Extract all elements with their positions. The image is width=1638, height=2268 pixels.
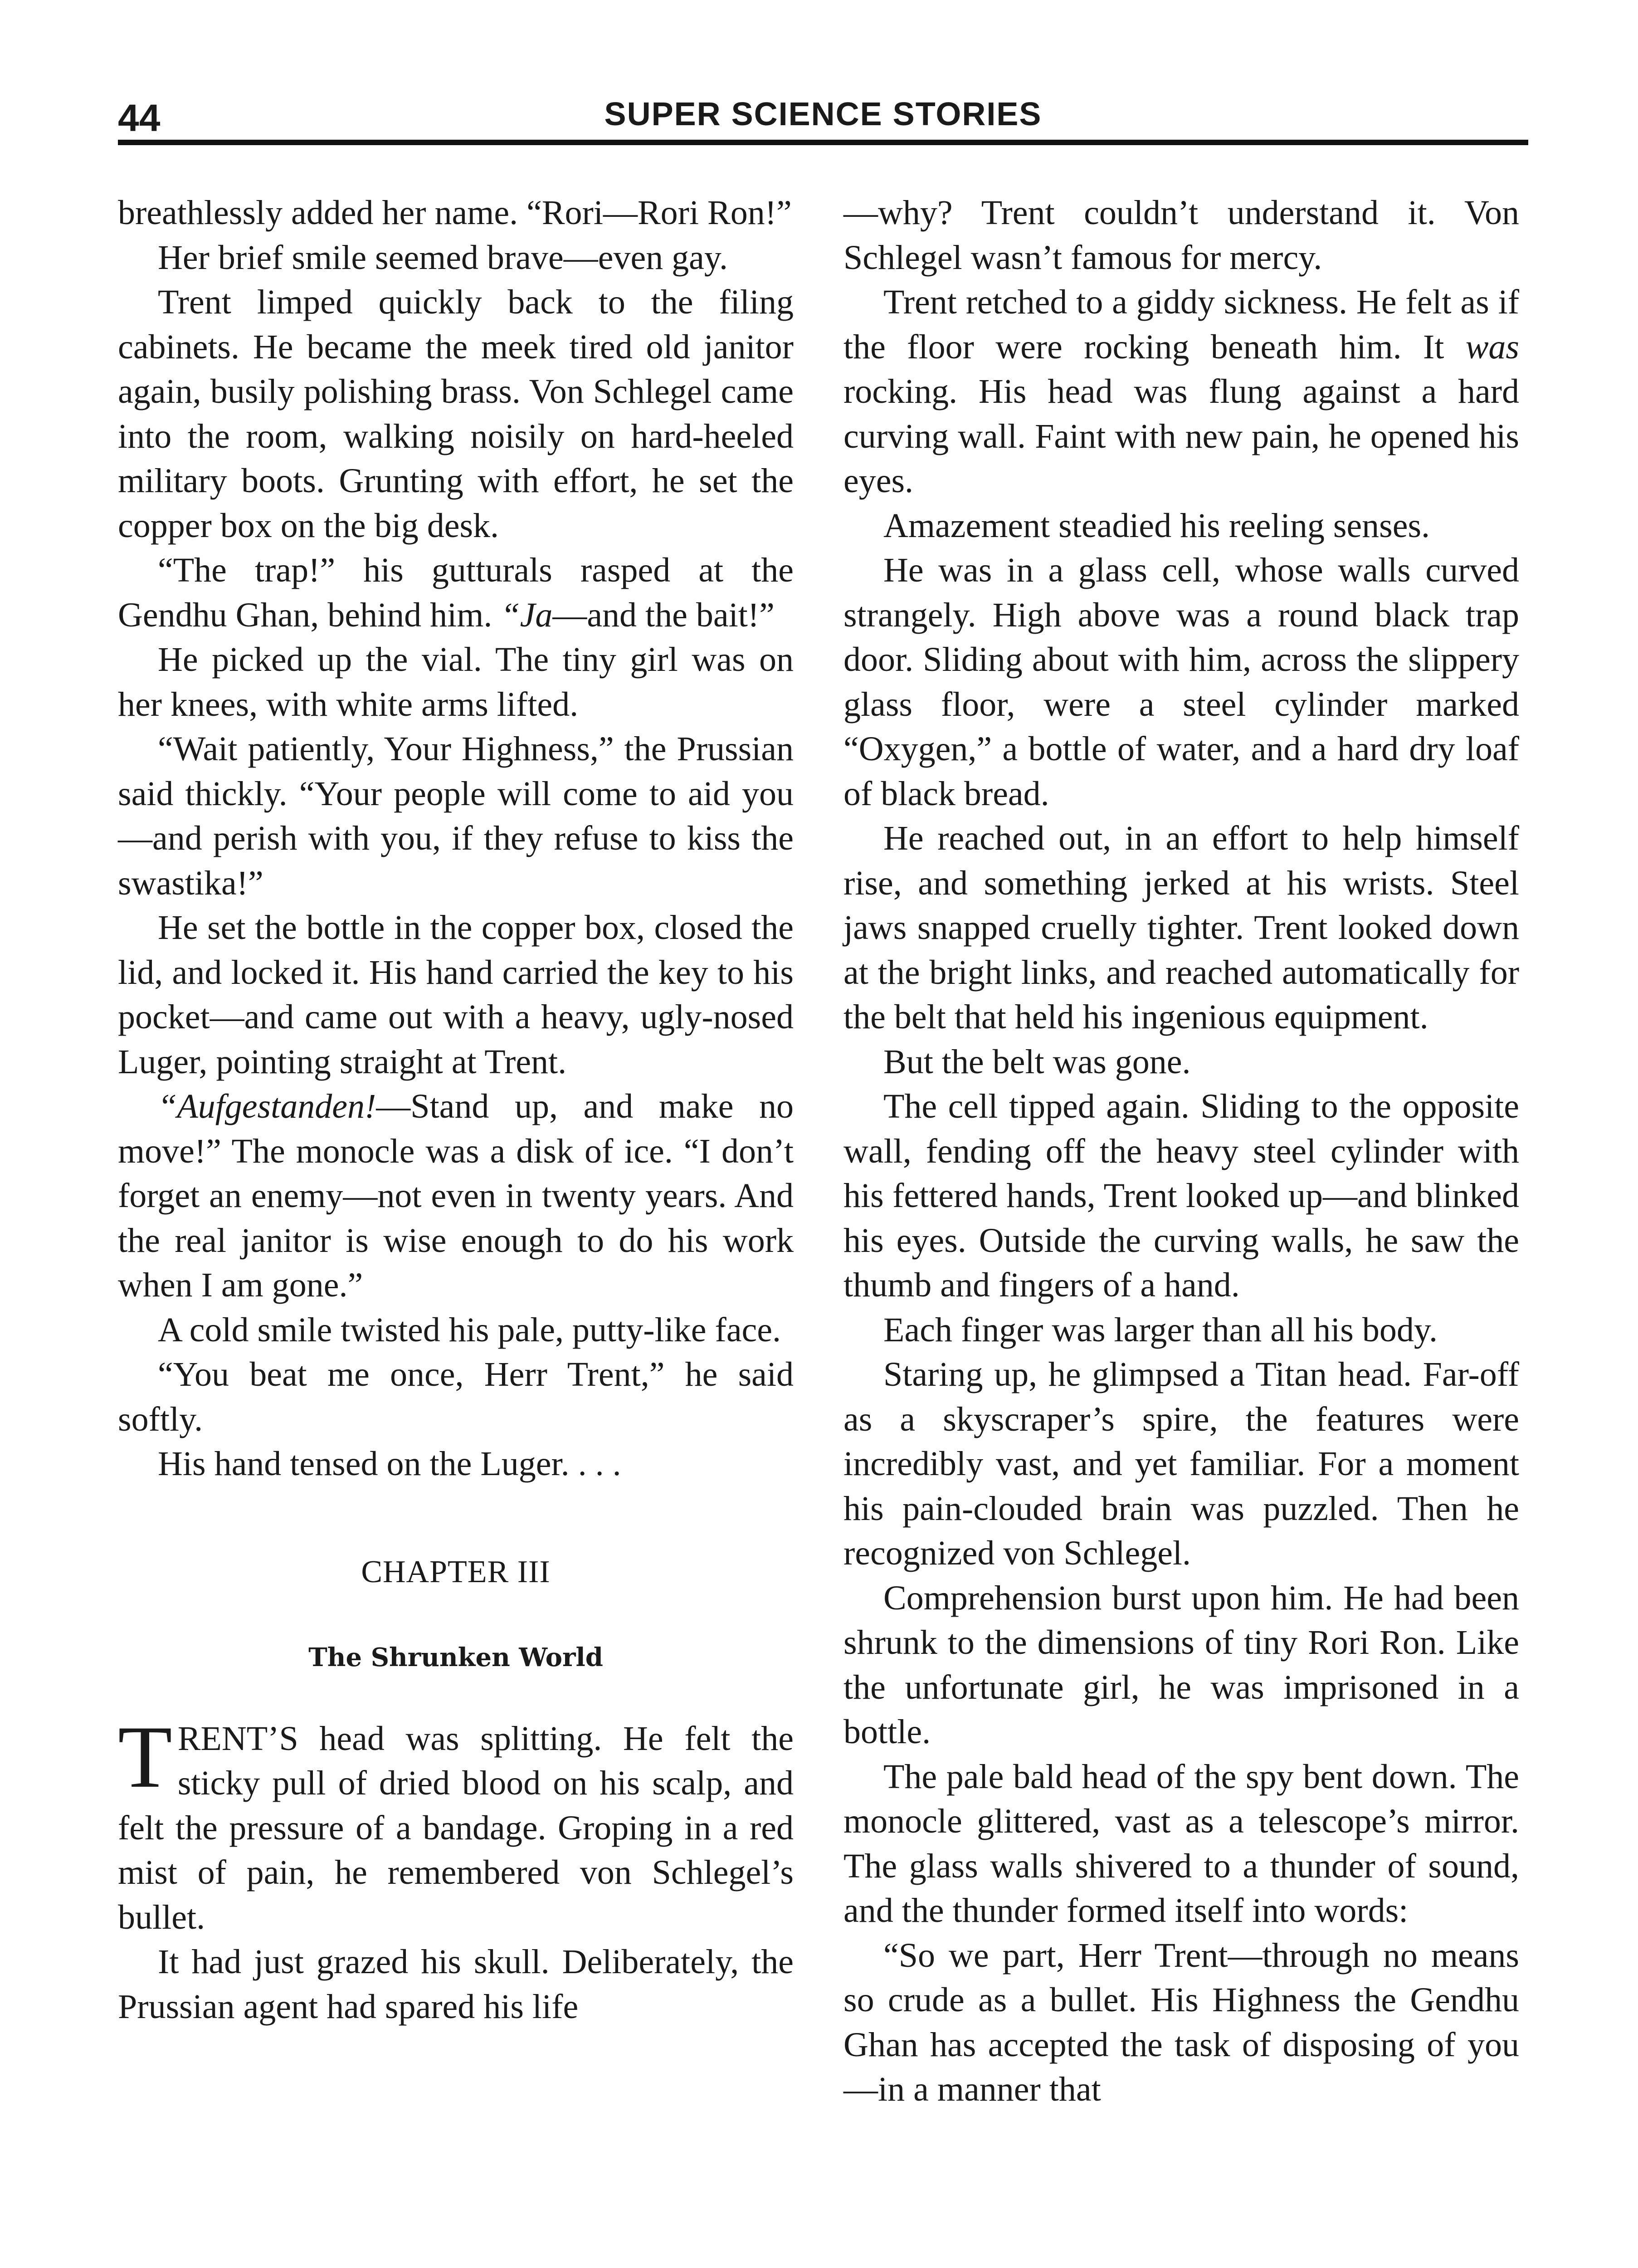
text-run: Trent retched to a giddy sickness. He felt as if the floor were rocking beneath him. It: [843, 283, 1519, 366]
paragraph: A cold smile twisted his pale, putty-like face.: [158, 1310, 781, 1349]
chapter-subtitle: The Shrunken World: [308, 1642, 603, 1672]
paragraph: The cell tipped again. Sliding to the opposite wall, fending off the heavy steel cylinder with his fettered hands, Trent looked up—and blinked his eyes. Outside the curving walls, he saw the thumb and fingers of a hand.: [843, 1087, 1519, 1304]
paragraph: Amazement steadied his reeling senses.: [883, 506, 1430, 545]
text-run: —and the bait!”: [552, 596, 775, 634]
paragraph: “So we part, Herr Trent—through no means so crude as a bullet. His Highness the Gendhu Ghan has accepted the task of disposing of you—in a manner that: [843, 1936, 1519, 2108]
paragraph: Comprehension burst upon him. He had been shrunk to the dimensions of tiny Rori Ron. Like the unfortunate girl, he was imprisoned in a bottle.: [843, 1579, 1519, 1751]
italic-text: “Ja: [501, 596, 553, 634]
left-column: [118, 191, 794, 2029]
paragraph: —why? Trent couldn’t understand it. Von Schlegel wasn’t famous for mercy.: [843, 194, 1519, 277]
paragraph: Her brief smile seemed brave—even gay.: [158, 238, 728, 277]
text-run: “The trap!” his gutturals rasped at the Gendhu Ghan, behind him.: [118, 551, 794, 634]
chapter-title: CHAPTER III: [361, 1554, 551, 1589]
italic-text: was: [1465, 327, 1519, 366]
paragraph: [118, 1084, 794, 1308]
right-column: [843, 191, 1519, 2112]
header-rule: [118, 140, 1528, 145]
text-run: rocking. His head was flung against a hard curving wall. Faint with new pain, he opened his eyes.: [843, 372, 1519, 500]
paragraph: The pale bald head of the spy bent down. The monocle glittered, vast as a telescope’s mirror. The glass walls shivered to a thunder of sound, and the thunder formed itself into words:: [843, 1757, 1519, 1930]
paragraph: He was in a glass cell, whose walls curved strangely. High above was a round black trap door. Sliding about with him, across the slippery glass floor, were a steel cylinder marked “Oxygen,” a bottle of water, and a hard dry loaf of black bread.: [843, 551, 1519, 813]
paragraph: [118, 1707, 794, 1940]
text-run: RENT’S head was splitting. He felt the sticky pull of dried blood on his scalp, and felt the pressure of a bandage. Groping in a red mist of pain, he remembered von Schlegel’s bullet.: [118, 1719, 794, 1936]
paragraph: His hand tensed on the Luger. . . .: [158, 1445, 621, 1483]
paragraph: “You beat me once, Herr Trent,” he said softly.: [118, 1355, 794, 1438]
text-run: —Stand up, and make no move!” The monocle was a disk of ice. “I don’t forget an enemy—not even in twenty years. And the real janitor is wise enough to do his work when I am gone.”: [118, 1087, 794, 1304]
drop-cap: T: [118, 1707, 172, 1806]
paragraph: Each finger was larger than all his body.: [883, 1310, 1438, 1349]
paragraph: breathlessly added her name. “Rori—Rori Ron!”: [118, 194, 792, 232]
paragraph: He reached out, in an effort to help himself rise, and something jerked at his wrists. Steel jaws snapped cruelly tighter. Trent looked down at the bright links, and reached automatically for the belt that held his ingenious equipment.: [843, 819, 1519, 1036]
paragraph: “Wait patiently, Your Highness,” the Prussian said thickly. “Your people will come to aid you—and perish with you, if they refuse to kiss the swastika!”: [118, 730, 794, 902]
page-number: 44: [118, 97, 161, 139]
page-header: [118, 86, 1528, 145]
paragraph: Staring up, he glimpsed a Titan head. Far-off as a skyscraper’s spire, the features were incredibly vast, and yet familiar. For a moment his pain-clouded brain was puzzled. Then he recognized von Schlegel.: [843, 1355, 1519, 1572]
paragraph: [118, 548, 794, 637]
paragraph: Trent limped quickly back to the filing cabinets. He became the meek tired old janitor again, busily polishing brass. Von Schlegel came into the room, walking noisily on hard-heeled military boots. Grunting with effort, he set the copper box on the big desk.: [118, 283, 794, 545]
italic-text: “Aufgestanden!: [158, 1087, 376, 1125]
paragraph: It had just grazed his skull. Deliberately, the Prussian agent had spared his life: [118, 1943, 794, 2026]
paragraph: He set the bottle in the copper box, closed the lid, and locked it. His hand carried the key to his pocket—and came out with a heavy, ugly-nosed Luger, pointing straight at Trent.: [118, 909, 794, 1081]
paragraph: [843, 280, 1519, 503]
paragraph: But the belt was gone.: [883, 1042, 1191, 1081]
running-head: SUPER SCIENCE STORIES: [604, 96, 1042, 132]
paragraph: He picked up the vial. The tiny girl was on her knees, with white arms lifted.: [118, 640, 794, 723]
